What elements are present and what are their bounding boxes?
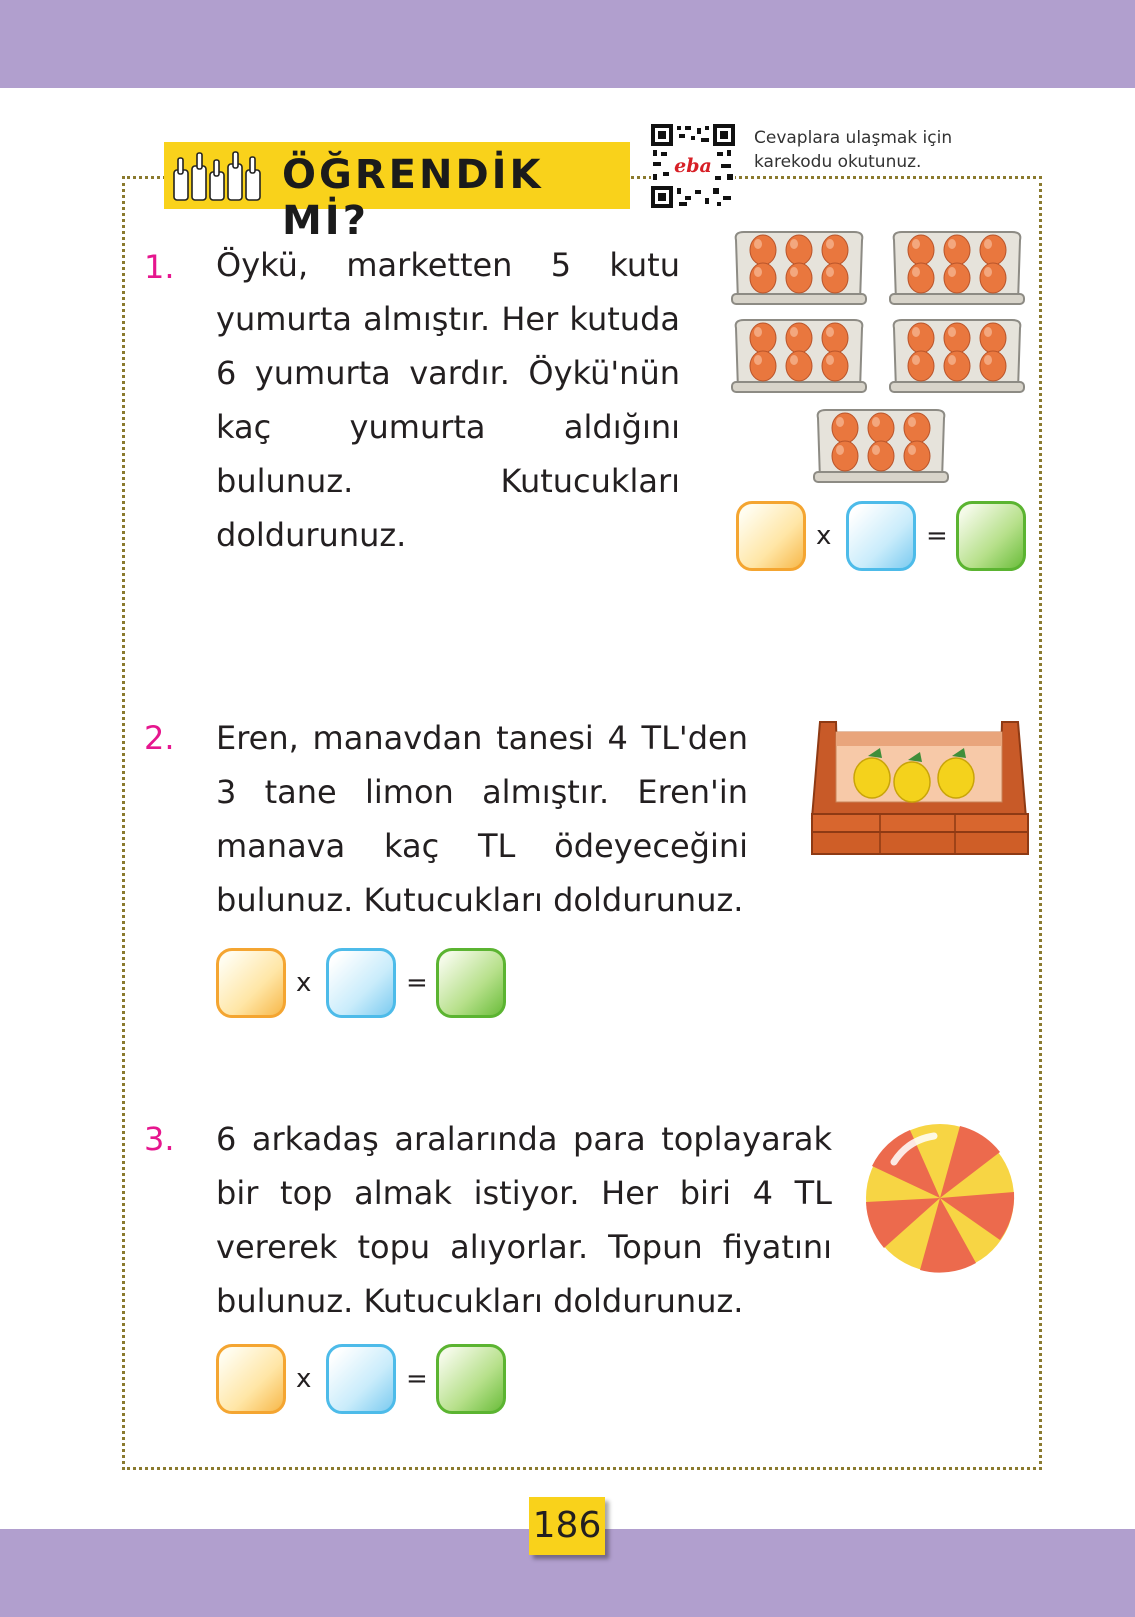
times-sign: x xyxy=(296,968,312,998)
question-1-equation xyxy=(736,501,1028,571)
beach-ball-illustration xyxy=(864,1122,1016,1274)
question-3-number: 3. xyxy=(144,1120,175,1158)
raised-hands-icon xyxy=(172,150,272,202)
egg-cartons-illustration xyxy=(728,228,1028,490)
result-box[interactable] xyxy=(436,1344,506,1414)
page-number-tab xyxy=(529,1497,605,1555)
equals-sign: = xyxy=(406,1364,428,1394)
times-sign: x xyxy=(816,521,832,551)
lemon-crate-illustration xyxy=(810,718,1030,858)
factor-box-1[interactable] xyxy=(736,501,806,571)
banner-title: ÖĞRENDİK Mİ? xyxy=(282,152,544,244)
qr-code-icon[interactable] xyxy=(651,124,735,208)
top-color-band xyxy=(0,0,1135,88)
question-1-text: Öykü, marketten 5 kutu yumurta almıştır. Her kutuda 6 yumurta vardır. Öykü'nün kaç yumurta aldığını bulunuz. Kutucukları doldurunuz. xyxy=(216,246,680,554)
equals-sign: = xyxy=(926,521,948,551)
question-2-number: 2. xyxy=(144,719,175,757)
qr-note-line2: karekodu okutunuz. xyxy=(754,152,922,172)
qr-note xyxy=(754,126,952,174)
qr-note-line1: Cevaplara ulaşmak için xyxy=(754,128,953,148)
question-2-text: Eren, manavdan tanesi 4 TL'den 3 tane limon almıştır. Eren'in manava kaç TL ödeyeceğini bulunuz. Kutucukları doldurunuz. xyxy=(216,719,748,919)
equals-sign: = xyxy=(406,968,428,998)
result-box[interactable] xyxy=(956,501,1026,571)
result-box[interactable] xyxy=(436,948,506,1018)
factor-box-1[interactable] xyxy=(216,948,286,1018)
question-3-equation xyxy=(216,1344,508,1414)
factor-box-1[interactable] xyxy=(216,1344,286,1414)
question-3-text: 6 arkadaş aralarında para toplayarak bir top almak istiyor. Her biri 4 TL vererek topu alıyorlar. Topun fiyatını bulunuz. Kutucukları doldurunuz. xyxy=(216,1120,832,1320)
page-number: 186 xyxy=(532,1505,602,1546)
factor-box-2[interactable] xyxy=(326,1344,396,1414)
section-banner xyxy=(164,142,630,244)
times-sign: x xyxy=(296,1364,312,1394)
factor-box-2[interactable] xyxy=(846,501,916,571)
eba-logo: eba xyxy=(674,155,712,177)
question-1-number: 1. xyxy=(144,248,175,286)
factor-box-2[interactable] xyxy=(326,948,396,1018)
question-2-equation xyxy=(216,948,508,1018)
